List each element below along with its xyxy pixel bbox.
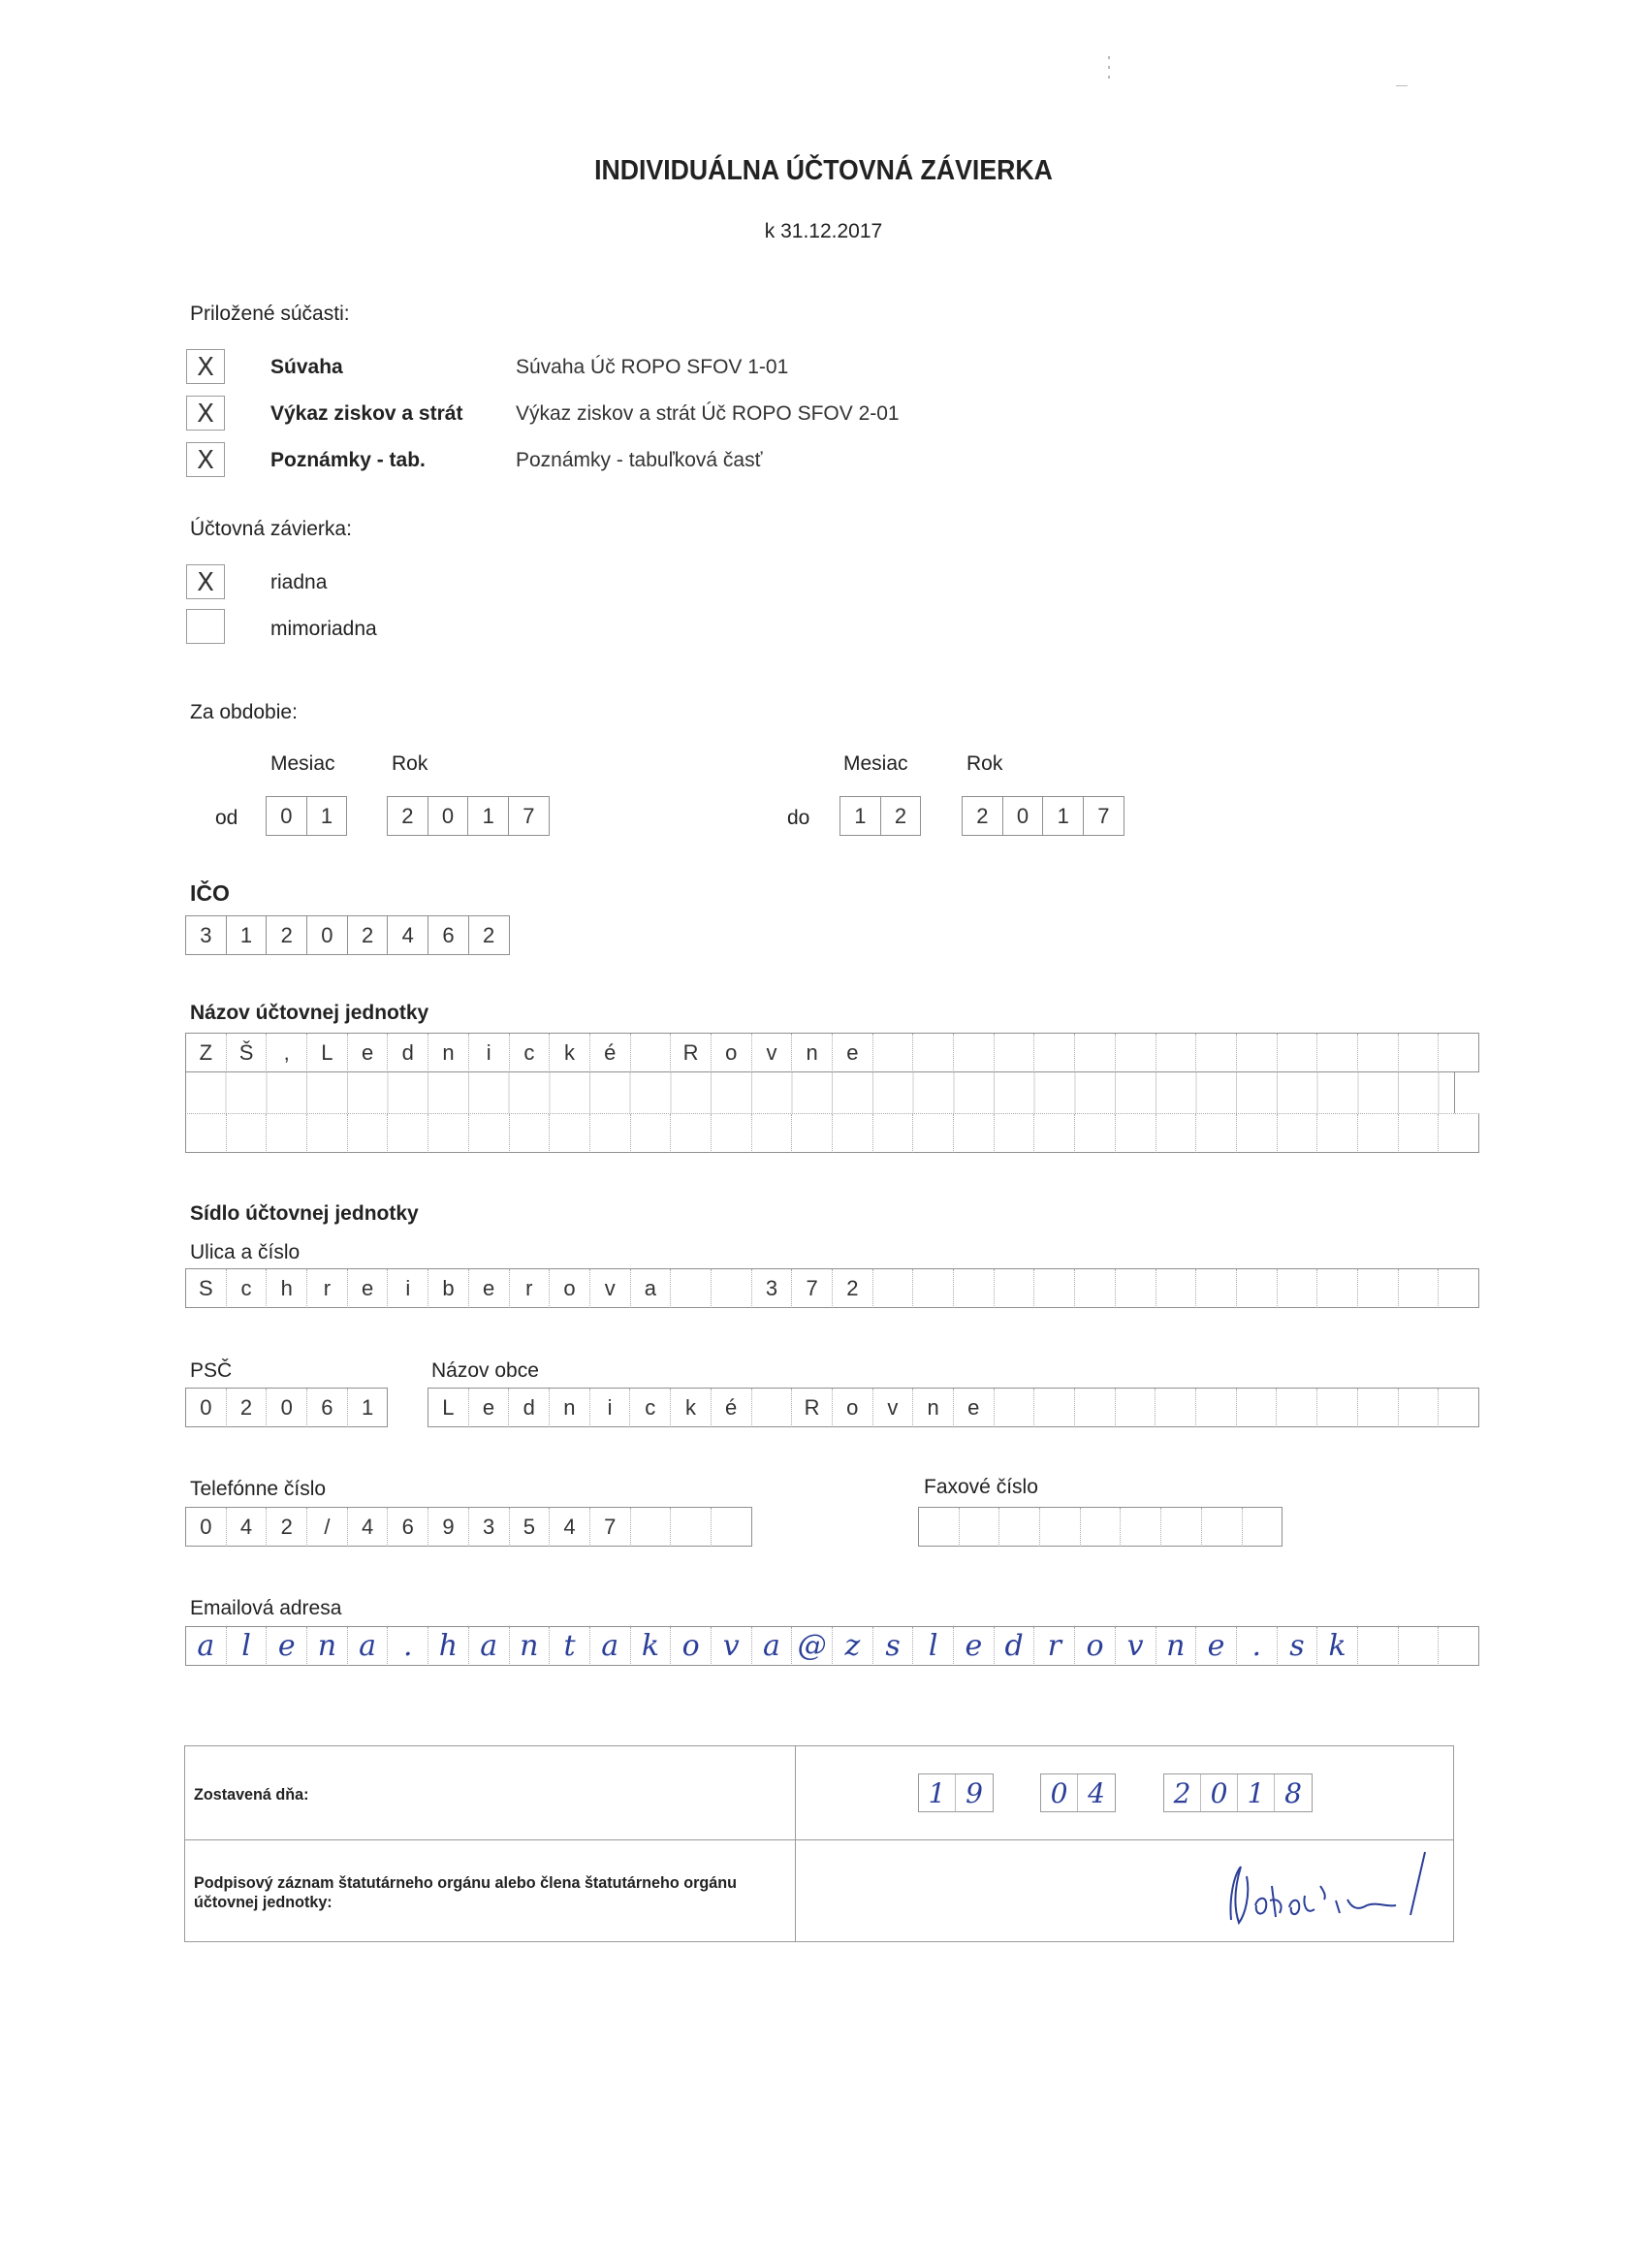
char-cell: n — [913, 1389, 954, 1427]
char-cell: o — [712, 1034, 752, 1072]
scan-mark — [1108, 76, 1110, 79]
char-cell — [1156, 1034, 1197, 1072]
char-cell: c — [227, 1269, 268, 1308]
char-cell — [631, 1114, 672, 1153]
handwritten-signature — [1212, 1847, 1454, 1934]
char-cell: é — [712, 1389, 752, 1427]
char-cell: n — [510, 1627, 551, 1666]
char-cell — [186, 1114, 227, 1153]
attachment-label: Poznámky - tab. — [270, 449, 426, 471]
char-cell: z — [833, 1627, 873, 1666]
char-cell — [752, 1389, 793, 1427]
char-cell — [1278, 1114, 1318, 1153]
char-cell — [1439, 1627, 1479, 1666]
digit-cell: 1 — [468, 797, 509, 836]
compiled-year-field[interactable] — [1163, 1773, 1313, 1812]
divider — [795, 1745, 796, 1942]
char-cell — [960, 1508, 1000, 1547]
char-cell: 1 — [227, 916, 268, 955]
char-cell — [1439, 1034, 1479, 1072]
char-cell — [995, 1269, 1035, 1308]
char-cell — [469, 1114, 510, 1153]
char-cell: Š — [227, 1034, 268, 1072]
char-cell — [995, 1389, 1035, 1427]
char-cell: R — [671, 1034, 712, 1072]
char-cell — [227, 1114, 268, 1153]
char-cell: e — [833, 1034, 873, 1072]
checkbox-vykaz[interactable]: X — [186, 396, 225, 431]
char-cell — [671, 1269, 712, 1308]
digit-cell: 0 — [1003, 797, 1044, 836]
zip-label: PSČ — [190, 1359, 233, 1382]
char-cell — [919, 1508, 960, 1547]
char-cell: 6 — [388, 1508, 428, 1547]
char-cell: s — [1278, 1627, 1318, 1666]
char-cell: 0 — [267, 1389, 307, 1427]
char-cell: v — [590, 1269, 631, 1308]
compiled-date-label: Zostavená dňa: — [194, 1785, 309, 1804]
char-cell — [1075, 1034, 1116, 1072]
char-cell — [1399, 1269, 1440, 1308]
char-cell — [954, 1114, 995, 1153]
fax-field[interactable] — [918, 1507, 1283, 1547]
char-cell: 2 — [469, 916, 510, 955]
char-cell: 7 — [792, 1269, 833, 1308]
char-cell — [1156, 1389, 1196, 1427]
digit-cell: 9 — [966, 1776, 983, 1809]
char-cell: h — [267, 1269, 307, 1308]
char-cell: n — [792, 1034, 833, 1072]
char-cell — [1439, 1269, 1479, 1308]
char-cell — [1075, 1114, 1116, 1153]
char-cell — [873, 1114, 914, 1153]
char-cell: k — [1317, 1627, 1358, 1666]
char-cell — [1081, 1508, 1122, 1547]
char-cell — [1399, 1034, 1440, 1072]
char-cell: L — [307, 1034, 348, 1072]
char-cell: S — [186, 1269, 227, 1308]
digit-cell: 2 — [881, 797, 922, 836]
to-label: do — [787, 807, 810, 829]
char-cell: l — [913, 1627, 954, 1666]
digit-cell: 1 — [1238, 1774, 1275, 1811]
char-cell — [550, 1114, 590, 1153]
digit-cell: 2 — [963, 797, 1003, 836]
char-cell: 4 — [550, 1508, 590, 1547]
char-cell: l — [227, 1627, 268, 1666]
char-cell: 5 — [510, 1508, 551, 1547]
char-cell: e — [348, 1269, 389, 1308]
page-title: INDIVIDUÁLNA ÚČTOVNÁ ZÁVIERKA — [594, 155, 1053, 186]
entity-name-label: Názov účtovnej jednotky — [190, 1002, 429, 1024]
char-cell — [388, 1114, 428, 1153]
char-cell: / — [307, 1508, 348, 1547]
char-cell: n — [550, 1389, 590, 1427]
char-cell: 2 — [833, 1269, 873, 1308]
char-cell: . — [1237, 1627, 1278, 1666]
char-cell: 6 — [307, 1389, 348, 1427]
scan-mark — [1396, 85, 1408, 86]
char-cell — [1161, 1508, 1202, 1547]
char-cell — [348, 1114, 389, 1153]
char-cell — [1399, 1389, 1440, 1427]
checkbox-suvaha[interactable]: X — [186, 349, 225, 384]
char-cell: e — [954, 1389, 995, 1427]
closing-type-label: mimoriadna — [270, 618, 377, 640]
from-label: od — [215, 807, 238, 829]
char-cell: b — [428, 1269, 469, 1308]
char-cell: i — [388, 1269, 428, 1308]
signature-label: Podpisový záznam štatutárneho orgánu alebo člena štatutárneho orgánu účtovnej jednotky: — [194, 1873, 737, 1911]
char-cell: e — [348, 1034, 389, 1072]
char-cell: d — [509, 1389, 550, 1427]
char-cell: a — [590, 1627, 631, 1666]
ico-field[interactable] — [185, 915, 510, 955]
char-cell — [1317, 1269, 1358, 1308]
char-cell: e — [469, 1389, 510, 1427]
char-cell — [307, 1114, 348, 1153]
checkbox-mimoriadna[interactable] — [186, 609, 225, 644]
char-cell — [1317, 1389, 1358, 1427]
attachment-label: Súvaha — [270, 356, 343, 378]
char-cell: d — [995, 1627, 1035, 1666]
char-cell: o — [671, 1627, 712, 1666]
char-cell — [428, 1114, 469, 1153]
char-cell — [873, 1269, 914, 1308]
attachment-description: Poznámky - tabuľková časť — [516, 449, 763, 471]
char-cell — [1075, 1269, 1116, 1308]
digit-cell: 2 — [388, 797, 428, 836]
phone-field[interactable] — [185, 1507, 752, 1547]
char-cell — [1116, 1114, 1156, 1153]
char-cell — [590, 1114, 631, 1153]
fax-label: Faxové číslo — [924, 1476, 1038, 1498]
char-cell — [1156, 1269, 1197, 1308]
char-cell — [1237, 1114, 1278, 1153]
char-cell — [1317, 1114, 1358, 1153]
attachment-description: Výkaz ziskov a strát Úč ROPO SFOV 2-01 — [516, 402, 900, 425]
char-cell: 7 — [590, 1508, 631, 1547]
char-cell — [873, 1034, 914, 1072]
char-cell — [1358, 1114, 1399, 1153]
char-cell — [1034, 1269, 1075, 1308]
char-cell — [1156, 1114, 1197, 1153]
char-cell — [913, 1034, 954, 1072]
char-cell: v — [1116, 1627, 1156, 1666]
char-cell — [995, 1114, 1035, 1153]
entity-name-row-2[interactable] — [185, 1113, 1479, 1153]
char-cell: 4 — [388, 916, 428, 955]
char-cell — [913, 1114, 954, 1153]
from-month-field[interactable] — [266, 796, 347, 836]
entity-name-spacer — [185, 1072, 1455, 1113]
char-cell — [1439, 1389, 1479, 1427]
char-cell: e — [954, 1627, 995, 1666]
char-cell: 2 — [227, 1389, 268, 1427]
digit-cell: 7 — [509, 797, 550, 836]
digit-cell: 8 — [1284, 1776, 1302, 1809]
char-cell: i — [590, 1389, 631, 1427]
char-cell: t — [550, 1627, 590, 1666]
char-cell: 2 — [348, 916, 389, 955]
digit-cell: 0 — [1041, 1774, 1078, 1811]
compiled-month-field[interactable] — [1040, 1773, 1116, 1812]
scan-mark — [1108, 66, 1110, 69]
char-cell: R — [792, 1389, 833, 1427]
char-cell — [1278, 1269, 1318, 1308]
char-cell: d — [388, 1034, 428, 1072]
char-cell — [1317, 1034, 1358, 1072]
char-cell — [1439, 1114, 1479, 1153]
char-cell: 2 — [267, 1508, 307, 1547]
digit-cell: 1 — [840, 797, 881, 836]
zip-field[interactable] — [185, 1388, 388, 1427]
char-cell — [999, 1508, 1040, 1547]
char-cell: c — [630, 1389, 671, 1427]
char-cell: a — [348, 1627, 389, 1666]
scan-mark — [1108, 56, 1110, 59]
from-year-field[interactable] — [387, 796, 550, 836]
char-cell — [631, 1034, 672, 1072]
char-cell — [1202, 1508, 1243, 1547]
char-cell: 3 — [186, 916, 227, 955]
period-heading: Za obdobie: — [190, 701, 298, 723]
char-cell: v — [712, 1627, 752, 1666]
char-cell: n — [307, 1627, 348, 1666]
char-cell — [267, 1114, 307, 1153]
digit-cell: 4 — [1088, 1776, 1105, 1809]
seat-heading: Sídlo účtovnej jednotky — [190, 1202, 419, 1225]
compiled-day-field[interactable] — [918, 1773, 994, 1812]
char-cell — [671, 1508, 712, 1547]
street-field[interactable] — [185, 1268, 1479, 1308]
char-cell: c — [510, 1034, 551, 1072]
city-label: Názov obce — [431, 1359, 539, 1382]
digit-cell: 2 — [1164, 1774, 1201, 1811]
char-cell — [1243, 1508, 1283, 1547]
char-cell: 9 — [428, 1508, 469, 1547]
char-cell — [1237, 1389, 1278, 1427]
checkbox-poznamky[interactable]: X — [186, 442, 225, 477]
char-cell — [1034, 1034, 1075, 1072]
checkbox-riadna[interactable]: X — [186, 564, 225, 599]
char-cell: h — [428, 1627, 469, 1666]
char-cell: 1 — [348, 1389, 389, 1427]
to-month-field[interactable] — [839, 796, 921, 836]
char-cell — [954, 1034, 995, 1072]
char-cell: e — [267, 1627, 307, 1666]
char-cell: n — [428, 1034, 469, 1072]
char-cell — [792, 1114, 833, 1153]
char-cell: a — [469, 1627, 510, 1666]
char-cell — [1358, 1627, 1399, 1666]
char-cell — [913, 1269, 954, 1308]
char-cell: 0 — [186, 1389, 227, 1427]
page-subtitle: k 31.12.2017 — [764, 220, 883, 242]
char-cell: n — [1156, 1627, 1197, 1666]
char-cell: r — [307, 1269, 348, 1308]
email-label: Emailová adresa — [190, 1597, 342, 1619]
char-cell — [1196, 1389, 1237, 1427]
char-cell — [1116, 1269, 1156, 1308]
char-cell: k — [550, 1034, 590, 1072]
char-cell: a — [631, 1269, 672, 1308]
to-month-label: Mesiac — [843, 752, 908, 775]
char-cell: v — [752, 1034, 793, 1072]
char-cell — [1034, 1389, 1075, 1427]
char-cell — [1399, 1627, 1440, 1666]
char-cell: a — [752, 1627, 793, 1666]
char-cell — [1075, 1389, 1116, 1427]
char-cell — [1278, 1034, 1318, 1072]
char-cell — [1399, 1114, 1440, 1153]
char-cell — [1358, 1389, 1399, 1427]
char-cell — [712, 1114, 752, 1153]
char-cell: o — [550, 1269, 590, 1308]
entity-name-row-1[interactable] — [185, 1033, 1479, 1072]
digit-cell: 0 — [1201, 1774, 1238, 1811]
char-cell — [1116, 1389, 1156, 1427]
char-cell: 3 — [752, 1269, 793, 1308]
char-cell — [671, 1114, 712, 1153]
char-cell — [1196, 1034, 1237, 1072]
digit-cell: 7 — [1084, 797, 1124, 836]
char-cell: 3 — [469, 1508, 510, 1547]
closing-type-label: riadna — [270, 571, 328, 593]
email-field[interactable] — [185, 1626, 1479, 1666]
ico-label: IČO — [190, 880, 230, 906]
char-cell — [631, 1508, 672, 1547]
closing-type-heading: Účtovná závierka: — [190, 518, 352, 540]
char-cell — [1116, 1034, 1156, 1072]
digit-cell: 0 — [267, 797, 307, 836]
char-cell: 0 — [307, 916, 348, 955]
char-cell: 0 — [186, 1508, 227, 1547]
char-cell — [1040, 1508, 1081, 1547]
phone-label: Telefónne číslo — [190, 1478, 327, 1500]
char-cell — [1358, 1034, 1399, 1072]
char-cell: @ — [792, 1627, 833, 1666]
char-cell: 6 — [428, 916, 469, 955]
attachment-label: Výkaz ziskov a strát — [270, 402, 463, 425]
char-cell — [1196, 1269, 1237, 1308]
char-cell: v — [873, 1389, 914, 1427]
char-cell — [1121, 1508, 1161, 1547]
digit-cell: 1 — [307, 797, 348, 836]
char-cell: 2 — [267, 916, 307, 955]
char-cell — [1237, 1269, 1278, 1308]
to-year-label: Rok — [966, 752, 1003, 775]
digit-cell: 1 — [919, 1774, 956, 1811]
char-cell: s — [873, 1627, 914, 1666]
char-cell: 4 — [227, 1508, 268, 1547]
city-field[interactable] — [428, 1388, 1479, 1427]
digit-cell: 1 — [1043, 797, 1084, 836]
char-cell — [1034, 1114, 1075, 1153]
char-cell — [995, 1034, 1035, 1072]
from-month-label: Mesiac — [270, 752, 335, 775]
to-year-field[interactable] — [962, 796, 1124, 836]
char-cell: k — [631, 1627, 672, 1666]
char-cell: r — [1034, 1627, 1075, 1666]
from-year-label: Rok — [392, 752, 428, 775]
street-label: Ulica a číslo — [190, 1241, 301, 1263]
char-cell — [1196, 1114, 1237, 1153]
char-cell — [833, 1114, 873, 1153]
char-cell — [1358, 1269, 1399, 1308]
char-cell: o — [1075, 1627, 1116, 1666]
char-cell — [712, 1269, 752, 1308]
char-cell — [712, 1508, 752, 1547]
char-cell: . — [388, 1627, 428, 1666]
char-cell: e — [1196, 1627, 1237, 1666]
char-cell: é — [590, 1034, 631, 1072]
char-cell: r — [510, 1269, 551, 1308]
attachments-heading: Priložené súčasti: — [190, 303, 350, 325]
char-cell: Z — [186, 1034, 227, 1072]
char-cell: 4 — [348, 1508, 389, 1547]
divider — [184, 1839, 1454, 1840]
char-cell: o — [833, 1389, 873, 1427]
char-cell: i — [469, 1034, 510, 1072]
attachment-description: Súvaha Úč ROPO SFOV 1-01 — [516, 356, 789, 378]
char-cell: e — [469, 1269, 510, 1308]
char-cell: L — [428, 1389, 469, 1427]
char-cell: , — [267, 1034, 307, 1072]
char-cell — [510, 1114, 551, 1153]
char-cell — [954, 1269, 995, 1308]
char-cell: k — [671, 1389, 712, 1427]
digit-cell: 0 — [428, 797, 469, 836]
char-cell — [1237, 1034, 1278, 1072]
char-cell — [1277, 1389, 1317, 1427]
char-cell — [752, 1114, 793, 1153]
char-cell: a — [186, 1627, 227, 1666]
